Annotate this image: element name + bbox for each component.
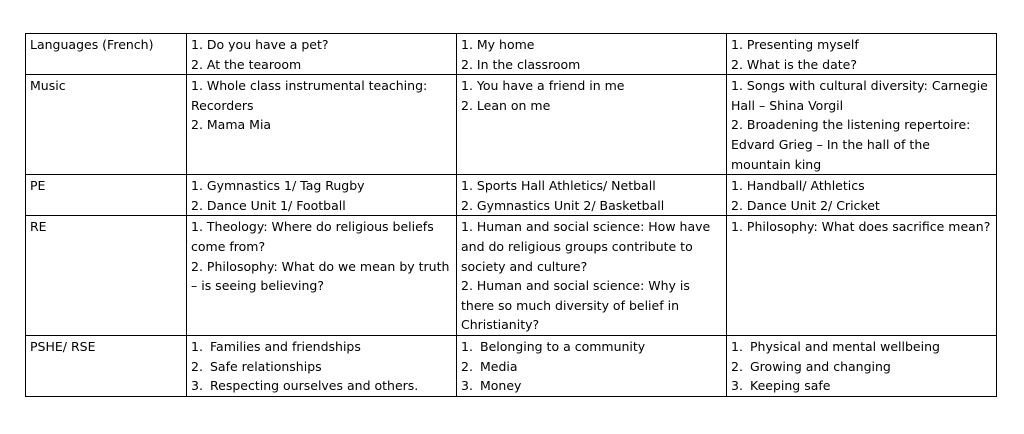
list-item [731,376,992,396]
list-text: Respecting ourselves and others. [210,378,419,394]
list-number: 3. [731,378,743,394]
list-item [461,357,722,377]
term-cell [187,34,457,75]
list-number: 3. [191,378,203,394]
topic-item: 2. Philosophy: What do we mean by truth – is seeing believing? [191,258,450,294]
list-item [191,337,452,357]
list-number: 2. [191,358,203,374]
term-cell [727,75,997,175]
list-text: Safe relationships [210,358,322,374]
term-cell [727,175,997,216]
topic-item: 1. Human and social science: How have and do religious groups contribute to society and culture? [461,219,711,274]
topic-item: 1. Theology: Where do religious beliefs come from? [191,219,434,254]
term-cell [457,335,727,396]
table-row-re [26,216,997,336]
curriculum-table [25,33,997,397]
subject-cell [26,34,187,75]
list-item [191,357,452,377]
list-item [461,337,722,357]
topic-item: 1. Whole class instrumental teaching: Recorders [191,78,428,113]
table-row-music [26,75,997,175]
subject-cell [26,175,187,216]
topic-item: 2. Dance Unit 1/ Football [191,197,346,213]
list-text: Money [480,378,522,394]
topic-item: 2. At the tearoom [191,56,302,72]
term-cell [187,75,457,175]
topic-item: 1. My home [461,37,535,52]
table-row-languages [26,34,997,75]
topic-item: 1. Gymnastics 1/ Tag Rugby [191,178,365,194]
topic-item: 2. Broadening the listening repertoire: Edvard Grieg – In the hall of the mountain king [731,117,971,172]
subject-label: PE [30,178,46,194]
list-number: 1. [191,338,203,354]
term-cell [187,335,457,396]
list-text: Physical and mental wellbeing [750,338,940,354]
list-text: Keeping safe [750,378,831,394]
list-item [191,376,452,396]
subject-label: Music [30,78,66,94]
subject-label: Languages (French) [30,37,154,52]
topic-item: 1. You have a friend in me [461,78,625,94]
topic-item: 2. Human and social science: Why is there so much diversity of belief in Christianity? [461,278,690,333]
topic-item: 1. Presenting myself [731,37,859,52]
topic-item: 2. Mama Mia [191,117,272,133]
subject-label: PSHE/ RSE [30,338,96,354]
term-cell [457,34,727,75]
table-row-pshe-rse [26,335,997,396]
term-cell [187,175,457,216]
list-text: Families and friendships [210,338,361,354]
curriculum-document [25,33,997,397]
topic-item: 1. Handball/ Athletics [731,178,865,194]
term-cell [457,175,727,216]
list-text: Growing and changing [750,358,891,374]
topic-item: 2. Lean on me [461,97,551,113]
term-cell [727,335,997,396]
topic-item: 2. What is the date? [731,56,857,72]
subject-cell [26,216,187,336]
topic-item: 2. In the classroom [461,56,581,72]
list-number: 2. [731,358,743,374]
list-item [731,357,992,377]
term-cell [187,216,457,336]
topic-item: 1. Songs with cultural diversity: Carnegie Hall – Shina Vorgil [731,78,988,113]
topic-item: 2. Dance Unit 2/ Cricket [731,197,880,213]
subject-label: RE [30,219,47,235]
topic-item: 1. Sports Hall Athletics/ Netball [461,178,656,194]
subject-cell [26,335,187,396]
list-text: Media [480,358,518,374]
term-cell [457,216,727,336]
topic-item: 2. Gymnastics Unit 2/ Basketball [461,197,665,213]
term-cell [457,75,727,175]
topic-item: 1. Do you have a pet? [191,37,329,52]
list-number: 1. [731,338,743,354]
term-cell [727,34,997,75]
topic-item: 1. Philosophy: What does sacrifice mean? [731,219,991,235]
list-text: Belonging to a community [480,338,646,354]
list-item [731,337,992,357]
table-row-pe [26,175,997,216]
subject-cell [26,75,187,175]
term-cell [727,216,997,336]
list-number: 2. [461,358,473,374]
list-item [461,376,722,396]
list-number: 1. [461,338,473,354]
list-number: 3. [461,378,473,394]
